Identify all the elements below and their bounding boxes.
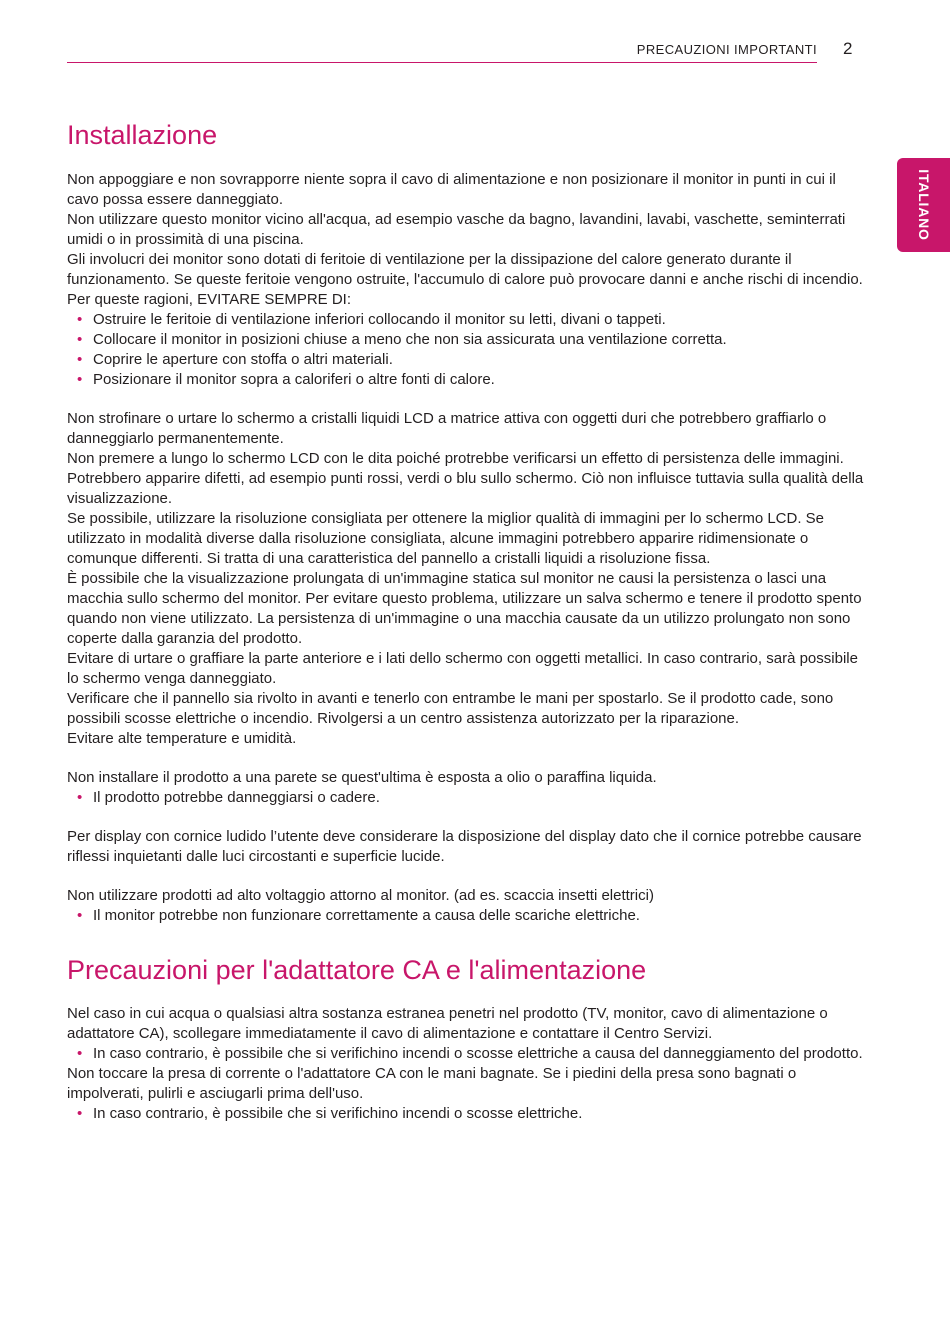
bullet-list	[67, 1044, 867, 1064]
header-title: PRECAUZIONI IMPORTANTI	[636, 42, 817, 57]
page-content	[67, 118, 867, 1124]
paragraph: Non strofinare o urtare lo schermo a cristalli liquidi LCD a matrice attiva con oggetti duri che potrebbero graffiarlo o danneggiarlo permanentemente.	[67, 410, 827, 447]
section-adattatore	[67, 953, 867, 1124]
spacer	[67, 390, 867, 409]
paragraph: Per display con cornice ludido l’utente deve considerare la disposizione del display dato che il cornice potrebbe causare riflessi inquietanti dalle luci circostanti e superficie lucide.	[67, 828, 862, 865]
paragraph: Potrebbero apparire difetti, ad esempio punti rossi, verdi o blu sullo schermo. Ciò non influisce tuttavia sulla qualità della visualizzazione.	[67, 470, 864, 507]
paragraph: È possibile che la visualizzazione prolungata di un'immagine statica sul monitor ne causi la persistenza o lasci una macchia sullo schermo del monitor. Per evitare questo problema, utilizzare un salva schermo e tenere il prodotto spento quando non viene utilizzato. La persistenza di un'immagine o una macchia causate da un utilizzo prolungato non sono coperte dalla garanzia del prodotto.	[67, 570, 862, 647]
bullet-list	[67, 906, 867, 926]
list-item: • In caso contrario, è possibile che si verifichino incendi o scosse elettriche.	[67, 1104, 867, 1124]
paragraph: Non toccare la presa di corrente o l'adattatore CA con le mani bagnate. Se i piedini della presa sono bagnati o impolverati, pulirli e asciugarli prima dell'uso.	[67, 1065, 797, 1102]
paragraph: Verificare che il pannello sia rivolto in avanti e tenerlo con entrambe le mani per spostarlo. Se il prodotto cade, sono possibili scosse elettriche o incendio. Rivolgersi a un centro assistenza autorizzato per la riparazione.	[67, 690, 834, 727]
section-installazione	[67, 118, 867, 926]
paragraph: Nel caso in cui acqua o qualsiasi altra sostanza estranea penetri nel prodotto (TV, monitor, cavo di alimentazione o adattatore CA), scollegare immediatamente il cavo di alimentazione e contattare il Centro Servizi.	[67, 1005, 828, 1042]
bullet-list	[67, 310, 867, 390]
list-item: • Il prodotto potrebbe danneggiarsi o cadere.	[67, 788, 867, 808]
paragraph: Gli involucri dei monitor sono dotati di feritoie di ventilazione per la dissipazione del calore generato durante il funzionamento. Se queste feritoie vengono ostruite, l'accumulo di calore può provocare danni e anche rischi di incendio. Per queste ragioni, EVITARE SEMPRE DI:	[67, 251, 863, 308]
list-item: • Collocare il monitor in posizioni chiuse a meno che non sia assicurata una ventilazione corretta.	[67, 330, 867, 350]
list-item: • Posizionare il monitor sopra a caloriferi o altre fonti di calore.	[67, 370, 867, 390]
paragraph: Se possibile, utilizzare la risoluzione consigliata per ottenere la miglior qualità di immagini per lo schermo LCD. Se utilizzato in modalità diverse dalla risoluzione consigliata, alcune immagini potrebbero apparire ridimensionate o comunque differenti. Si tratta di una caratteristica del pannello a cristalli liquidi a risoluzione fissa.	[67, 510, 825, 567]
list-item: • Ostruire le feritoie di ventilazione inferiori collocando il monitor su letti, divani o tappeti.	[67, 310, 867, 330]
paragraph: Non utilizzare questo monitor vicino all'acqua, ad esempio vasche da bagno, lavandini, lavabi, vaschette, seminterrati umidi o in prossimità di una piscina.	[67, 211, 846, 248]
list-item: • Coprire le aperture con stoffa o altri materiali.	[67, 350, 867, 370]
bullet-list	[67, 1104, 867, 1124]
list-item: • In caso contrario, è possibile che si verifichino incendi o scosse elettriche a causa del danneggiamento del prodotto.	[67, 1044, 867, 1064]
spacer	[67, 867, 867, 886]
spacer	[67, 749, 867, 768]
list-item: • Il monitor potrebbe non funzionare correttamente a causa delle scariche elettriche.	[67, 906, 867, 926]
paragraph: Evitare di urtare o graffiare la parte anteriore e i lati dello schermo con oggetti metallici. In caso contrario, sarà possibile lo schermo venga danneggiato.	[67, 650, 858, 687]
page-header	[67, 36, 817, 63]
language-tab	[897, 158, 950, 252]
spacer	[67, 808, 867, 827]
page-number: 2	[843, 39, 853, 58]
paragraph: Non installare il prodotto a una parete se quest'ultima è esposta a olio o paraffina liquida.	[67, 769, 657, 786]
bullet-list	[67, 788, 867, 808]
paragraph: Evitare alte temperature e umidità.	[67, 730, 297, 747]
paragraph: Non appoggiare e non sovrapporre niente sopra il cavo di alimentazione e non posizionare il monitor in punti in cui il cavo possa essere danneggiato.	[67, 171, 836, 208]
paragraph: Non utilizzare prodotti ad alto voltaggio attorno al monitor. (ad es. scaccia insetti elettrici)	[67, 887, 654, 904]
section-heading: Installazione	[67, 120, 218, 150]
language-tab-label: ITALIANO	[915, 169, 932, 241]
section-heading: Precauzioni per l'adattatore CA e l'alimentazione	[67, 955, 647, 985]
paragraph: Non premere a lungo lo schermo LCD con le dita poiché protrebbe verificarsi un effetto di persistenza delle immagini.	[67, 450, 844, 467]
